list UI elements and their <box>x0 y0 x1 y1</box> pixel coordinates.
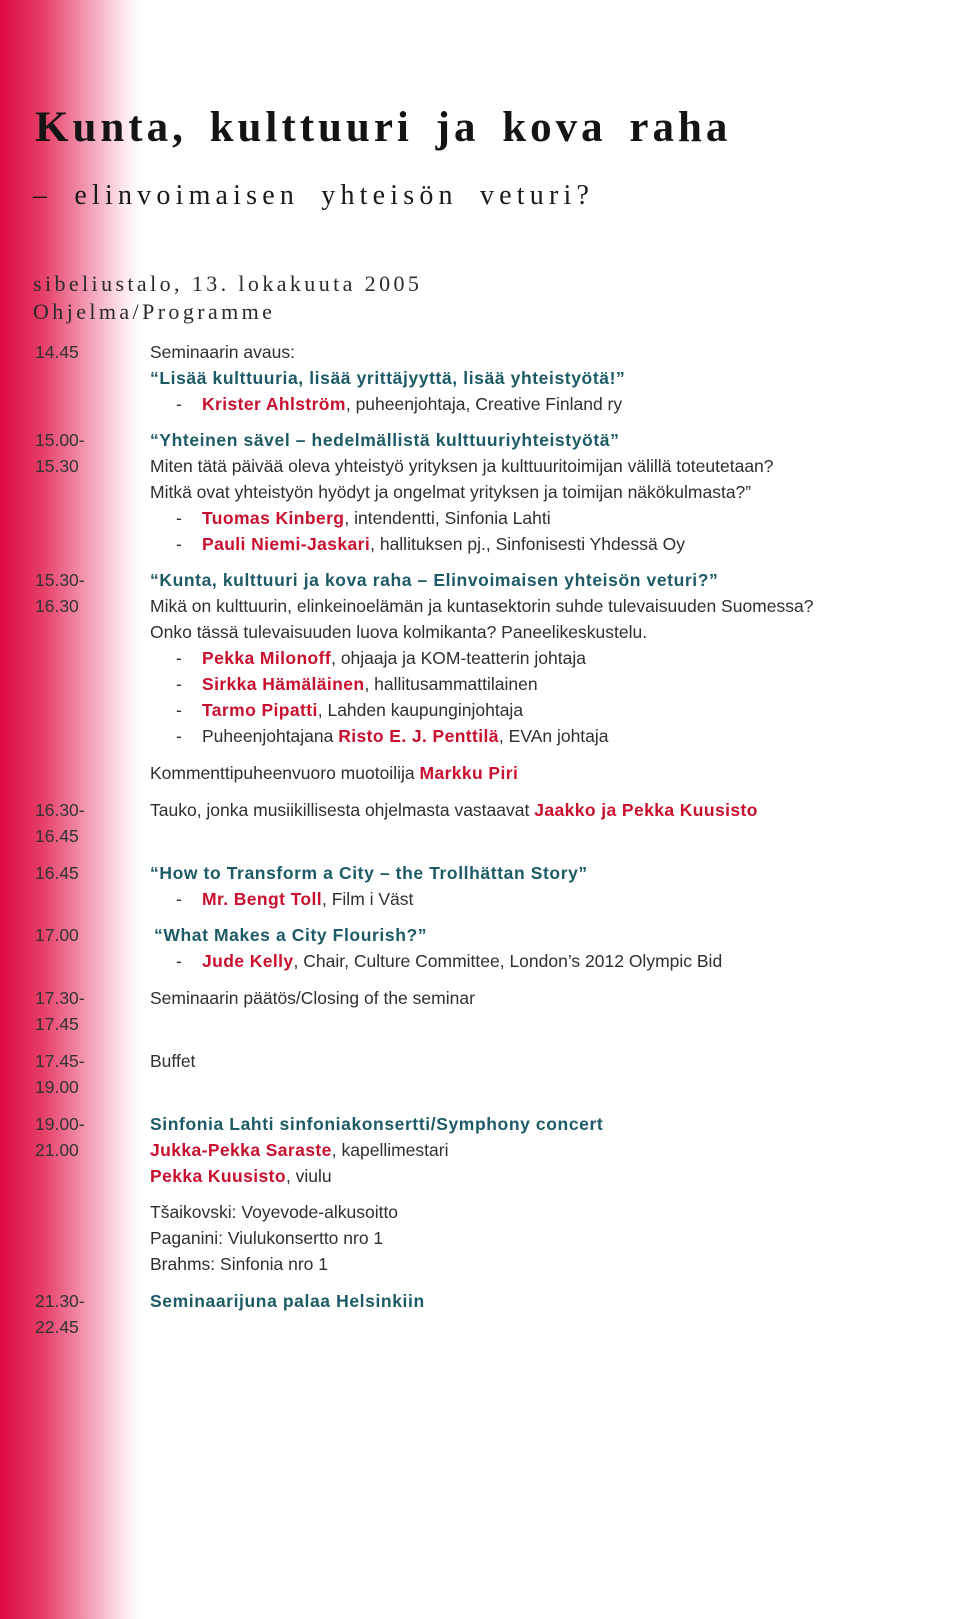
speaker-line: - Tarmo Pipatti, Lahden kaupunginjohtaja <box>176 700 524 720</box>
speaker-role: , Film i Väst <box>322 889 414 909</box>
session-time: 21.30- 22.45 <box>35 1291 85 1337</box>
performer-line <box>150 1137 448 1163</box>
performer-role: , kapellimestari <box>331 1140 449 1160</box>
concert-work: Paganini: Viulukonsertto nro 1 <box>150 1228 384 1248</box>
session-text: Buffet <box>150 1051 196 1071</box>
session-time: 15.30- 16.30 <box>35 570 85 616</box>
speaker-line: - Jude Kelly, Chair, Culture Committee, London’s 2012 Olympic Bid <box>176 951 723 971</box>
venue-block <box>33 270 422 326</box>
page-subtitle: – elinvoimaisen yhteisön veturi? <box>33 180 595 211</box>
session-time: 16.45 <box>35 863 79 883</box>
commentator-name: Markku Piri <box>419 763 519 783</box>
performer-line <box>150 1163 332 1189</box>
speaker-role: , Lahden kaupunginjohtaja <box>317 700 524 720</box>
concert-work: Tšaikovski: Voyevode-alkusoitto <box>150 1202 399 1222</box>
session-text: Mitkä ovat yhteistyön hyödyt ja ongelmat yrityksen ja toimijan näkökulmasta?” <box>150 482 752 502</box>
speaker-line: - Tuomas Kinberg, intendentti, Sinfonia Lahti <box>176 508 551 528</box>
speaker-name: Tarmo Pipatti <box>202 700 318 720</box>
session-text: Mikä on kulttuurin, elinkeinoelämän ja kuntasektorin suhde tulevaisuuden Suomessa? <box>150 596 814 616</box>
session-time: 14.45 <box>35 342 79 362</box>
session-title: Sinfonia Lahti sinfoniakonsertti/Symphony concert <box>150 1114 604 1134</box>
session-text: Onko tässä tulevaisuuden luova kolmikanta? Paneelikeskustelu. <box>150 622 648 642</box>
speaker-name: Pauli Niemi-Jaskari <box>202 534 371 554</box>
speaker-line: - Krister Ahlström, puheenjohtaja, Creative Finland ry <box>176 394 623 414</box>
session-label: Seminaarin avaus: <box>150 342 295 362</box>
session-text: Tauko, jonka musiikillisesta ohjelmasta vastaavat Jaakko ja Pekka Kuusisto <box>150 800 758 820</box>
speaker-role: , hallituksen pj., Sinfonisesti Yhdessä Oy <box>370 534 685 554</box>
speaker-name: Mr. Bengt Toll <box>202 889 322 909</box>
session-text: Miten tätä päivää oleva yhteistyö yrityksen ja kulttuuritoimijan välillä toteutetaan? <box>150 456 774 476</box>
comment-line <box>150 760 518 786</box>
session-time: 16.30- 16.45 <box>35 800 85 846</box>
speaker-name: Jude Kelly <box>202 951 294 971</box>
session-time: 15.00- 15.30 <box>35 430 85 476</box>
speaker-name: Pekka Milonoff <box>202 648 332 668</box>
speaker-name: Risto E. J. Penttilä <box>338 726 499 746</box>
performer-name: Pekka Kuusisto <box>150 1166 286 1186</box>
performer-name: Jaakko ja Pekka Kuusisto <box>534 800 758 820</box>
session-text: Seminaarin päätös/Closing of the seminar <box>150 988 475 1008</box>
speaker-role: , ohjaaja ja KOM-teatterin johtaja <box>331 648 586 668</box>
speaker-line: - Mr. Bengt Toll, Film i Väst <box>176 889 414 909</box>
speaker-name: Sirkka Hämäläinen <box>202 674 365 694</box>
performer-role: , viulu <box>285 1166 332 1186</box>
speaker-role: , intendentti, Sinfonia Lahti <box>344 508 551 528</box>
speaker-prefix: Puheenjohtajana <box>202 726 339 746</box>
session-title: “How to Transform a City – the Trollhättan Story” <box>150 863 588 883</box>
performer-name: Jukka-Pekka Saraste <box>150 1140 332 1160</box>
speaker-line: - Pekka Milonoff, ohjaaja ja KOM-teatterin johtaja <box>176 648 586 668</box>
concert-work: Brahms: Sinfonia nro 1 <box>150 1254 329 1274</box>
speaker-name: Tuomas Kinberg <box>202 508 345 528</box>
speaker-role: , hallitusammattilainen <box>364 674 538 694</box>
programme-label: Ohjelma/Programme <box>33 299 276 324</box>
speaker-line: - Puheenjohtajana Risto E. J. Penttilä, EVAn johtaja <box>176 726 609 746</box>
comment-prefix: Kommenttipuheenvuoro muotoilija <box>150 763 420 783</box>
session-time: 17.30- 17.45 <box>35 988 85 1034</box>
session-time: 17.45- 19.00 <box>35 1051 85 1097</box>
session-time: 17.00 <box>35 925 79 945</box>
venue-date: sibeliustalo, 13. lokakuuta 2005 <box>33 271 423 296</box>
speaker-role: , EVAn johtaja <box>498 726 609 746</box>
session-title: “Yhteinen sävel – hedelmällistä kulttuuriyhteistyötä” <box>150 430 620 450</box>
speaker-name: Krister Ahlström <box>202 394 346 414</box>
speaker-line: - Pauli Niemi-Jaskari, hallituksen pj., Sinfonisesti Yhdessä Oy <box>176 534 685 554</box>
session-title: “Lisää kulttuuria, lisää yrittäjyyttä, lisää yhteistyötä!” <box>150 368 626 388</box>
speaker-role: , puheenjohtaja, Creative Finland ry <box>345 394 623 414</box>
session-title: “Kunta, kulttuuri ja kova raha – Elinvoimaisen yhteisön veturi?” <box>150 570 719 590</box>
session-title: “What Makes a City Flourish?” <box>154 925 428 945</box>
page-title: Kunta, kulttuuri ja kova raha <box>35 104 732 151</box>
session-time: 19.00- 21.00 <box>35 1114 85 1160</box>
speaker-line: - Sirkka Hämäläinen, hallitusammattilainen <box>176 674 538 694</box>
speaker-role: , Chair, Culture Committee, London’s 2012 Olympic Bid <box>293 951 723 971</box>
session-title: Seminaarijuna palaa Helsinkiin <box>150 1291 425 1311</box>
